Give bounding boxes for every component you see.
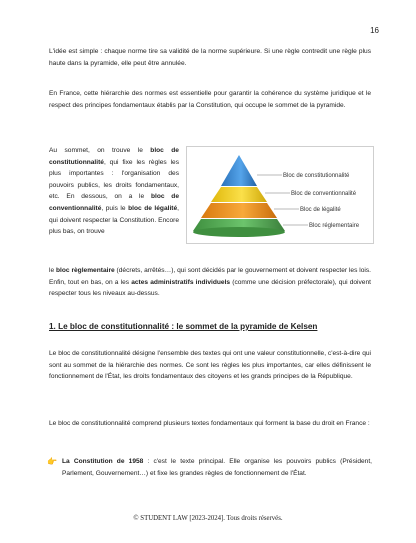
paragraph-france: En France, cette hiérarchie des normes est essentielle pour garantir la cohérence du système juridique et le respect des principes fondamentaux établis par la Constitution, qui occupe le sommet de la pyramide. xyxy=(49,90,371,109)
section-heading: 1. Le bloc de constitutionnalité : le sommet de la pyramide de Kelsen xyxy=(49,322,318,331)
bold-term: La Constitution de 1958 xyxy=(62,458,144,465)
paragraph-definition: Le bloc de constitutionnalité désigne l'ensemble des textes qui ont une valeur constitutionnelle, c'est-à-dire qui sont au sommet de la hiérarchie des normes. Ce sont les règles les plus importantes, car elles définissent le fonctionnement de l'État, les droits fondamentaux des citoyens et les grands principes de la République. xyxy=(49,350,371,381)
label-reglementaire: Bloc réglementaire xyxy=(309,223,360,229)
text-run: : c'est le texte principal. Elle organise les pouvoirs publics (Président, Parlement, Gouvernement…) et fixe les grandes règles de fonctionnement de l'État. xyxy=(62,458,373,477)
paragraph-blocs xyxy=(49,145,179,238)
bold-term: bloc de constitutionnalité xyxy=(49,147,179,166)
paragraph-intro: L'idée est simple : chaque norme tire sa validité de la norme supérieure. Si une règle contredit une règle plus haute dans la pyramide, elle peut être annulée. xyxy=(49,48,371,67)
bold-term: bloc de légalité xyxy=(128,204,178,212)
text-run: , puis le xyxy=(101,204,129,212)
bold-term: actes administratifs individuels xyxy=(131,278,231,286)
paragraph-blocs-continued xyxy=(49,265,371,300)
text-run: , qui fixe les règles les plus importantes : l'organisation des pouvoirs publics, les droits fondamentaux, etc. En dessous, on a le xyxy=(49,158,179,201)
label-conventionnalite: Bloc de conventionnalité xyxy=(291,191,357,197)
pointing-hand-icon: 👉 xyxy=(47,457,57,466)
text-run: Au sommet, on trouve le xyxy=(49,147,151,154)
page-number: 16 xyxy=(370,26,379,35)
label-constitutionnalite: Bloc de constitutionnalité xyxy=(283,173,350,179)
pyramid-base-shadow xyxy=(193,227,285,237)
page-footer: © STUDENT LAW [2023-2024]. Tous droits réservés. xyxy=(133,515,283,522)
pyramid-diagram xyxy=(187,147,373,243)
text-run: , qui doivent respecter la Constitution. Encore plus bas, on trouve xyxy=(49,204,179,236)
pyramid-layer-top xyxy=(221,155,257,186)
bullet-constitution-1958 xyxy=(62,456,372,479)
bold-term: bloc de conventionnalité xyxy=(49,193,179,212)
bold-term: bloc règlementaire xyxy=(56,267,115,274)
pyramid-layer-second xyxy=(211,187,267,202)
paragraph-textes: Le bloc de constitutionnalité comprend plusieurs textes fondamentaux qui forment la base du droit en France : xyxy=(49,420,370,427)
text-run: (comme une décision préfectorale), qui doivent respecter tous les niveaux au-dessus. xyxy=(49,278,371,298)
text-run: (décrets, arrêtés…), qui sont décidés par le gouvernement et doivent respecter les lois. Enfin, tout en bas, on a les xyxy=(49,267,371,286)
pyramid-layer-third xyxy=(201,203,277,218)
label-legalite: Bloc de légalité xyxy=(300,207,341,213)
text-run: le xyxy=(49,267,57,274)
pyramid-figure xyxy=(186,146,374,244)
